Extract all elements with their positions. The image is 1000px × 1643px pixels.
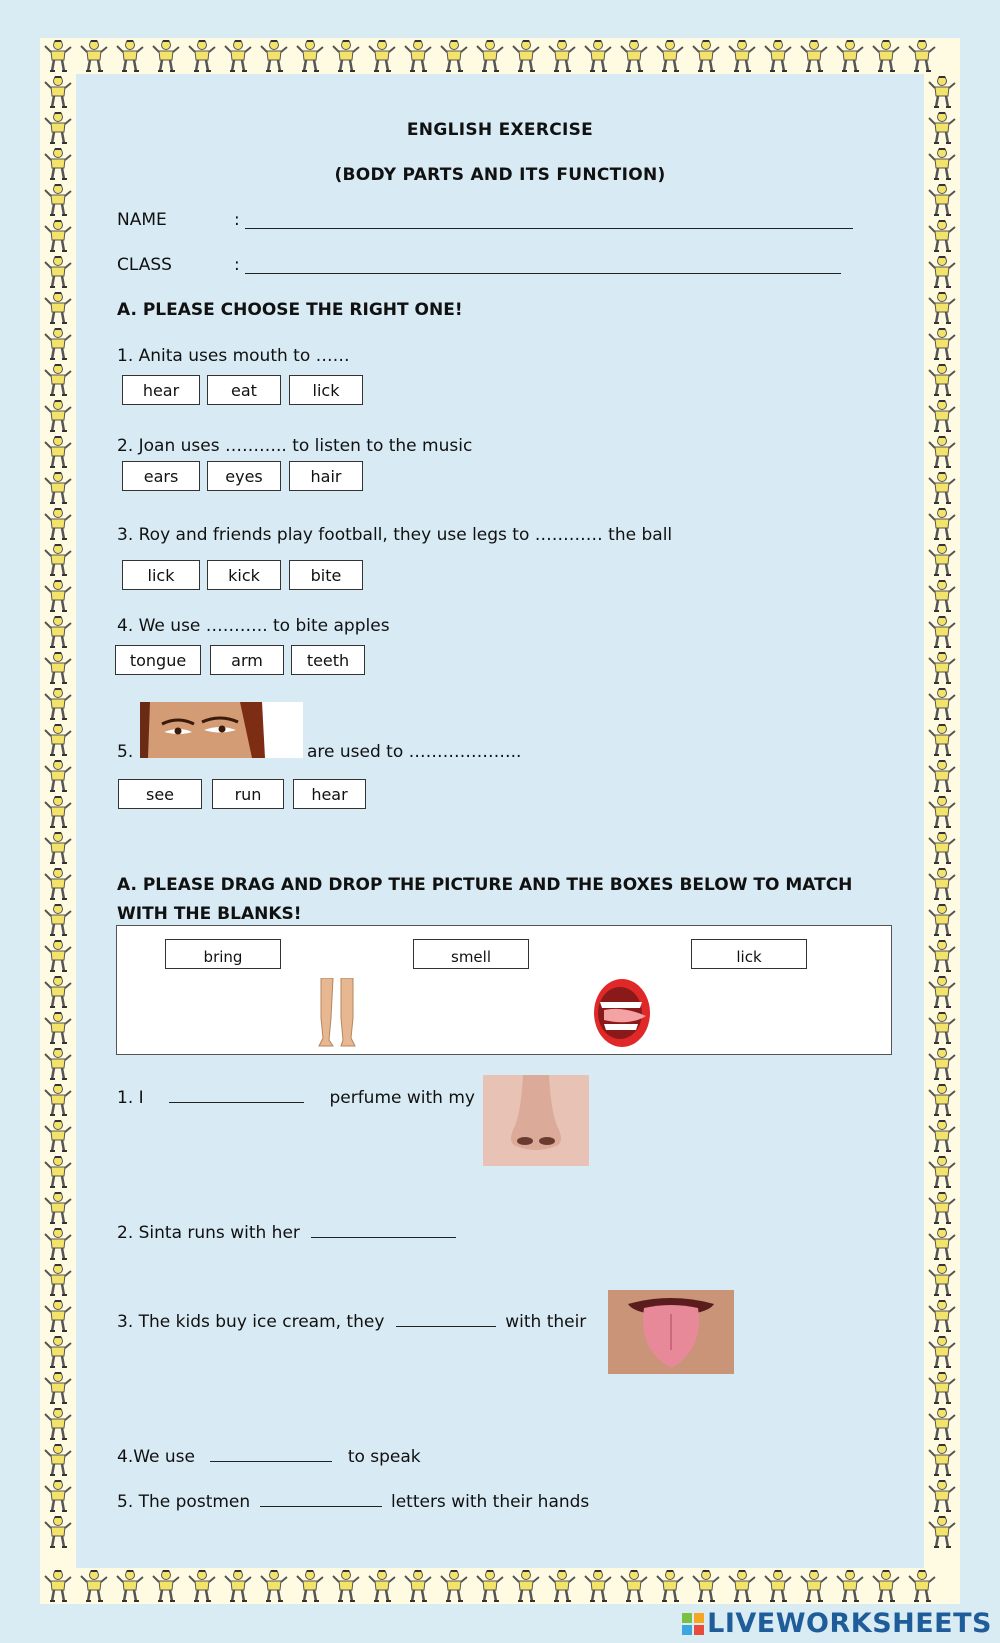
border-figure-icon [40, 218, 76, 254]
border-figure-icon [724, 38, 760, 74]
border-figure-icon [904, 38, 940, 74]
border-figure-icon [148, 38, 184, 74]
legs-picture[interactable] [307, 978, 367, 1048]
border-figure-icon [40, 326, 76, 362]
q3-option-lick[interactable]: lick [122, 560, 200, 590]
border-figure-icon [924, 434, 960, 470]
border-figure-icon [924, 74, 960, 110]
drag-word-bring[interactable]: bring [165, 939, 281, 969]
border-figure-icon [924, 1478, 960, 1514]
border-figure-icon [220, 38, 256, 74]
border-figure-icon [924, 866, 960, 902]
border-figure-icon [40, 506, 76, 542]
border-figure-icon [924, 578, 960, 614]
border-figure-icon [580, 38, 616, 74]
border-figure-icon [652, 38, 688, 74]
border-figure-icon [40, 758, 76, 794]
tongue-picture [608, 1290, 734, 1374]
border-figure-icon [364, 38, 400, 74]
border-figure-icon [436, 38, 472, 74]
sentence-2-start: 2. Sinta runs with her [117, 1223, 300, 1243]
border-figure-icon [40, 1442, 76, 1478]
border-figure-icon [924, 686, 960, 722]
border-figure-icon [328, 38, 364, 74]
name-colon: : [234, 210, 240, 230]
border-figure-icon [40, 722, 76, 758]
border-figure-icon [40, 974, 76, 1010]
border-figure-icon [40, 1370, 76, 1406]
border-figure-icon [924, 542, 960, 578]
border-figure-icon [40, 1010, 76, 1046]
q1-option-hear[interactable]: hear [122, 375, 200, 405]
border-figure-icon [924, 1082, 960, 1118]
q4-option-arm[interactable]: arm [210, 645, 284, 675]
q2-option-eyes[interactable]: eyes [207, 461, 281, 491]
border-figure-icon [924, 902, 960, 938]
sentence-4-blank[interactable] [210, 1445, 332, 1462]
border-figure-icon [924, 938, 960, 974]
q1-option-eat[interactable]: eat [207, 375, 281, 405]
border-figure-icon [40, 866, 76, 902]
sentence-3-start: 3. The kids buy ice cream, they [117, 1312, 385, 1332]
border-figure-icon [924, 218, 960, 254]
border-figure-icon [924, 1154, 960, 1190]
sentence-4-start: 4.We use [117, 1447, 195, 1467]
class-label: CLASS [117, 255, 172, 275]
border-figure-icon [868, 38, 904, 74]
border-figure-icon [924, 398, 960, 434]
liveworksheets-logo [682, 1608, 992, 1639]
border-figure-icon [580, 1568, 616, 1604]
border-figure-icon [924, 470, 960, 506]
border-figure-icon [924, 1226, 960, 1262]
border-figure-icon [76, 38, 112, 74]
border-figure-icon [40, 1226, 76, 1262]
class-colon: : [234, 255, 240, 275]
border-figure-icon [924, 830, 960, 866]
question-1-text: 1. Anita uses mouth to …… [117, 346, 350, 366]
border-bottom [40, 1568, 940, 1604]
border-figure-icon [924, 1406, 960, 1442]
border-figure-icon [40, 434, 76, 470]
q5-option-see[interactable]: see [118, 779, 202, 809]
border-figure-icon [40, 686, 76, 722]
question-5-number: 5. [117, 742, 134, 762]
border-figure-icon [924, 290, 960, 326]
border-figure-icon [688, 38, 724, 74]
border-figure-icon [40, 1082, 76, 1118]
drag-word-smell[interactable]: smell [413, 939, 529, 969]
q1-option-lick[interactable]: lick [289, 375, 363, 405]
border-figure-icon [924, 1514, 960, 1550]
border-figure-icon [760, 38, 796, 74]
border-figure-icon [924, 1262, 960, 1298]
border-figure-icon [924, 506, 960, 542]
border-figure-icon [924, 1298, 960, 1334]
border-figure-icon [924, 1046, 960, 1082]
border-figure-icon [924, 1370, 960, 1406]
sentence-3-end: with their [505, 1312, 587, 1332]
border-figure-icon [832, 38, 868, 74]
border-left [40, 74, 76, 1550]
border-figure-icon [40, 1298, 76, 1334]
name-label: NAME [117, 210, 167, 230]
q2-option-hair[interactable]: hair [289, 461, 363, 491]
border-figure-icon [904, 1568, 940, 1604]
sentence-3 [117, 1310, 586, 1332]
border-figure-icon [40, 614, 76, 650]
sentence-1-start: 1. I [117, 1088, 144, 1108]
border-figure-icon [40, 254, 76, 290]
logo-squares-icon [682, 1613, 704, 1635]
border-figure-icon [40, 1118, 76, 1154]
border-figure-icon [40, 290, 76, 326]
border-figure-icon [40, 1190, 76, 1226]
border-figure-icon [256, 38, 292, 74]
worksheet-area [76, 74, 924, 1568]
border-figure-icon [40, 1262, 76, 1298]
border-figure-icon [544, 38, 580, 74]
border-figure-icon [148, 1568, 184, 1604]
border-figure-icon [40, 182, 76, 218]
border-figure-icon [796, 38, 832, 74]
border-figure-icon [40, 1568, 76, 1604]
sentence-5 [117, 1490, 589, 1512]
q3-option-kick[interactable]: kick [207, 560, 281, 590]
border-figure-icon [40, 398, 76, 434]
border-figure-icon [868, 1568, 904, 1604]
sentence-2 [117, 1221, 456, 1243]
q2-option-ears[interactable]: ears [122, 461, 200, 491]
border-figure-icon [924, 1334, 960, 1370]
border-figure-icon [924, 614, 960, 650]
border-figure-icon [924, 758, 960, 794]
name-field[interactable] [245, 228, 853, 229]
border-figure-icon [400, 1568, 436, 1604]
q4-option-teeth[interactable]: teeth [291, 645, 365, 675]
logo-text: LIVEWORKSHEETS [707, 1608, 992, 1639]
border-figure-icon [40, 794, 76, 830]
sentence-4-end: to speak [347, 1447, 421, 1467]
border-figure-icon [616, 1568, 652, 1604]
border-figure-icon [472, 1568, 508, 1604]
border-figure-icon [924, 362, 960, 398]
border-figure-icon [40, 830, 76, 866]
border-figure-icon [292, 38, 328, 74]
border-figure-icon [924, 1118, 960, 1154]
border-figure-icon [40, 1514, 76, 1550]
border-figure-icon [40, 578, 76, 614]
border-figure-icon [472, 38, 508, 74]
sentence-5-start: 5. The postmen [117, 1492, 251, 1512]
border-figure-icon [924, 326, 960, 362]
q4-option-tongue[interactable]: tongue [115, 645, 201, 675]
border-figure-icon [40, 1334, 76, 1370]
border-figure-icon [364, 1568, 400, 1604]
sentence-1-blank[interactable] [169, 1086, 304, 1103]
border-figure-icon [924, 650, 960, 686]
border-figure-icon [40, 650, 76, 686]
sentence-5-end: letters with their hands [390, 1492, 590, 1512]
question-2-text: 2. Joan uses ……….. to listen to the music [117, 436, 473, 456]
border-figure-icon [724, 1568, 760, 1604]
mouth-picture[interactable] [590, 976, 654, 1050]
border-figure-icon [40, 902, 76, 938]
question-5-text: are used to ……………….. [307, 742, 522, 762]
border-figure-icon [924, 1010, 960, 1046]
border-top [40, 38, 940, 74]
border-figure-icon [40, 74, 76, 110]
sentence-1 [117, 1086, 475, 1108]
border-figure-icon [40, 1406, 76, 1442]
border-figure-icon [616, 38, 652, 74]
sentence-5-blank[interactable] [260, 1490, 382, 1507]
border-figure-icon [508, 1568, 544, 1604]
border-figure-icon [400, 38, 436, 74]
border-figure-icon [436, 1568, 472, 1604]
question-4-text: 4. We use ……….. to bite apples [117, 616, 390, 636]
page-title: ENGLISH EXERCISE [406, 120, 594, 140]
section-b-heading-line2: WITH THE BLANKS! [117, 904, 302, 924]
sentence-2-blank[interactable] [311, 1221, 456, 1238]
border-figure-icon [652, 1568, 688, 1604]
border-figure-icon [184, 1568, 220, 1604]
q5-option-hear[interactable]: hear [293, 779, 366, 809]
border-figure-icon [924, 182, 960, 218]
border-figure-icon [40, 1478, 76, 1514]
border-figure-icon [40, 542, 76, 578]
border-figure-icon [508, 38, 544, 74]
q3-option-bite[interactable]: bite [289, 560, 363, 590]
border-figure-icon [40, 1154, 76, 1190]
border-figure-icon [256, 1568, 292, 1604]
border-figure-icon [112, 1568, 148, 1604]
border-figure-icon [40, 38, 76, 74]
drag-source-area [116, 925, 892, 1055]
page-subtitle: (BODY PARTS AND ITS FUNCTION) [334, 165, 666, 185]
class-field[interactable] [245, 273, 841, 274]
border-figure-icon [688, 1568, 724, 1604]
border-figure-icon [924, 254, 960, 290]
border-figure-icon [328, 1568, 364, 1604]
border-figure-icon [40, 938, 76, 974]
sentence-1-end: perfume with my [329, 1088, 475, 1108]
border-figure-icon [220, 1568, 256, 1604]
sentence-3-blank[interactable] [396, 1310, 496, 1327]
drag-word-lick[interactable]: lick [691, 939, 807, 969]
border-figure-icon [760, 1568, 796, 1604]
border-figure-icon [544, 1568, 580, 1604]
section-a-heading: A. PLEASE CHOOSE THE RIGHT ONE! [117, 300, 463, 320]
border-figure-icon [924, 974, 960, 1010]
border-figure-icon [76, 1568, 112, 1604]
border-figure-icon [292, 1568, 328, 1604]
nose-picture [483, 1075, 589, 1166]
border-figure-icon [832, 1568, 868, 1604]
eyes-picture [140, 702, 303, 758]
border-figure-icon [924, 794, 960, 830]
border-figure-icon [796, 1568, 832, 1604]
border-figure-icon [40, 470, 76, 506]
question-3-text: 3. Roy and friends play football, they use legs to ………… the ball [117, 525, 673, 545]
section-b-heading-line1: A. PLEASE DRAG AND DROP THE PICTURE AND THE BOXES BELOW TO MATCH [117, 875, 853, 895]
border-figure-icon [40, 1046, 76, 1082]
border-figure-icon [40, 362, 76, 398]
border-figure-icon [924, 1442, 960, 1478]
q5-option-run[interactable]: run [212, 779, 284, 809]
border-right [924, 74, 960, 1550]
border-figure-icon [924, 722, 960, 758]
border-figure-icon [924, 1190, 960, 1226]
sentence-4 [117, 1445, 421, 1467]
border-figure-icon [184, 38, 220, 74]
border-figure-icon [112, 38, 148, 74]
